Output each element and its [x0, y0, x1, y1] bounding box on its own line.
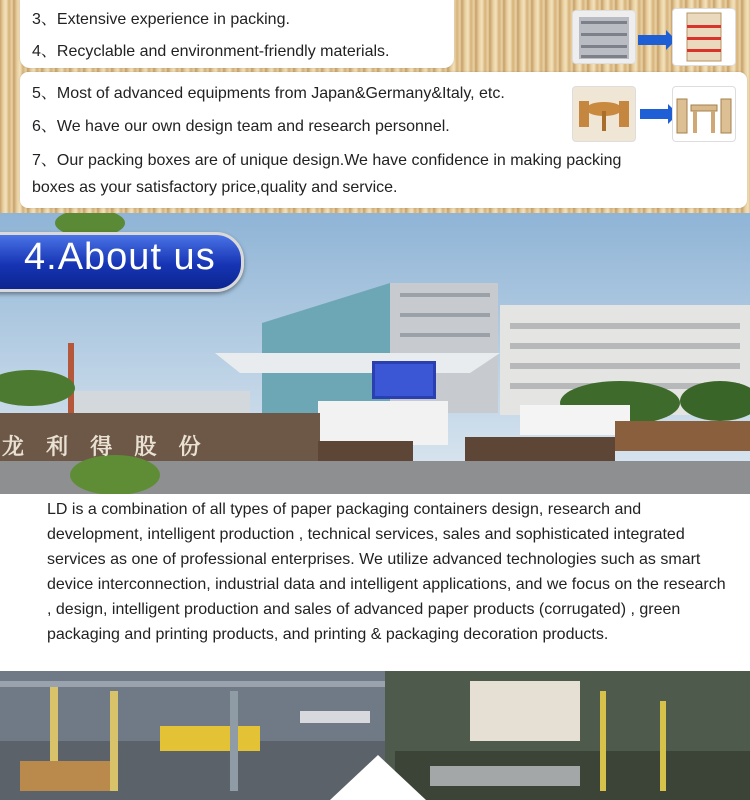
company-gate-sign: 龙 利 得 股 份	[2, 434, 209, 459]
feature-item-3: 3、Extensive experience in packing.	[32, 11, 290, 28]
feature-item-7: 7、Our packing boxes are of unique design.We have confidence in making packing	[32, 152, 622, 169]
feature-item-4: 4、Recyclable and environment-friendly materials.	[32, 43, 390, 60]
cardboard-shelf-icon	[673, 9, 735, 65]
about-heading-title: 4.About us	[24, 236, 216, 278]
cardboard-furniture-icon	[673, 87, 735, 141]
cardboard-furniture-thumbnail	[672, 86, 736, 142]
company-description: LD is a combination of all types of paper packaging containers design, research and development, intelligent production , technical services, sales and sophisticated integrated services as one of professional enterprises. We utilize advanced technologies such as smart device interconnection, industrial data and intelligent applications, and we focus on the research , design, intelligent production and sales of advanced paper products (corrugated) , green packaging and printing products, and printing & packaging decoration products.	[47, 501, 726, 643]
feature-item-6: 6、We have our own design team and research personnel.	[32, 118, 450, 135]
arrow-right-icon-2	[640, 109, 668, 119]
feature-item-5: 5、Most of advanced equipments from Japan&Germany&Italy, etc.	[32, 85, 505, 102]
arrow-right-icon	[638, 35, 666, 45]
wood-furniture-thumbnail	[572, 86, 636, 142]
factory-production-photos	[0, 671, 750, 800]
feature-item-7-continued: boxes as your satisfactory price,quality and service.	[32, 179, 398, 196]
shelf-photo-thumbnail	[572, 10, 636, 64]
shelf-photo-icon	[573, 11, 635, 63]
factory-machinery-illustration	[0, 671, 750, 800]
cardboard-shelf-thumbnail	[672, 8, 736, 66]
wood-furniture-icon	[573, 87, 635, 141]
